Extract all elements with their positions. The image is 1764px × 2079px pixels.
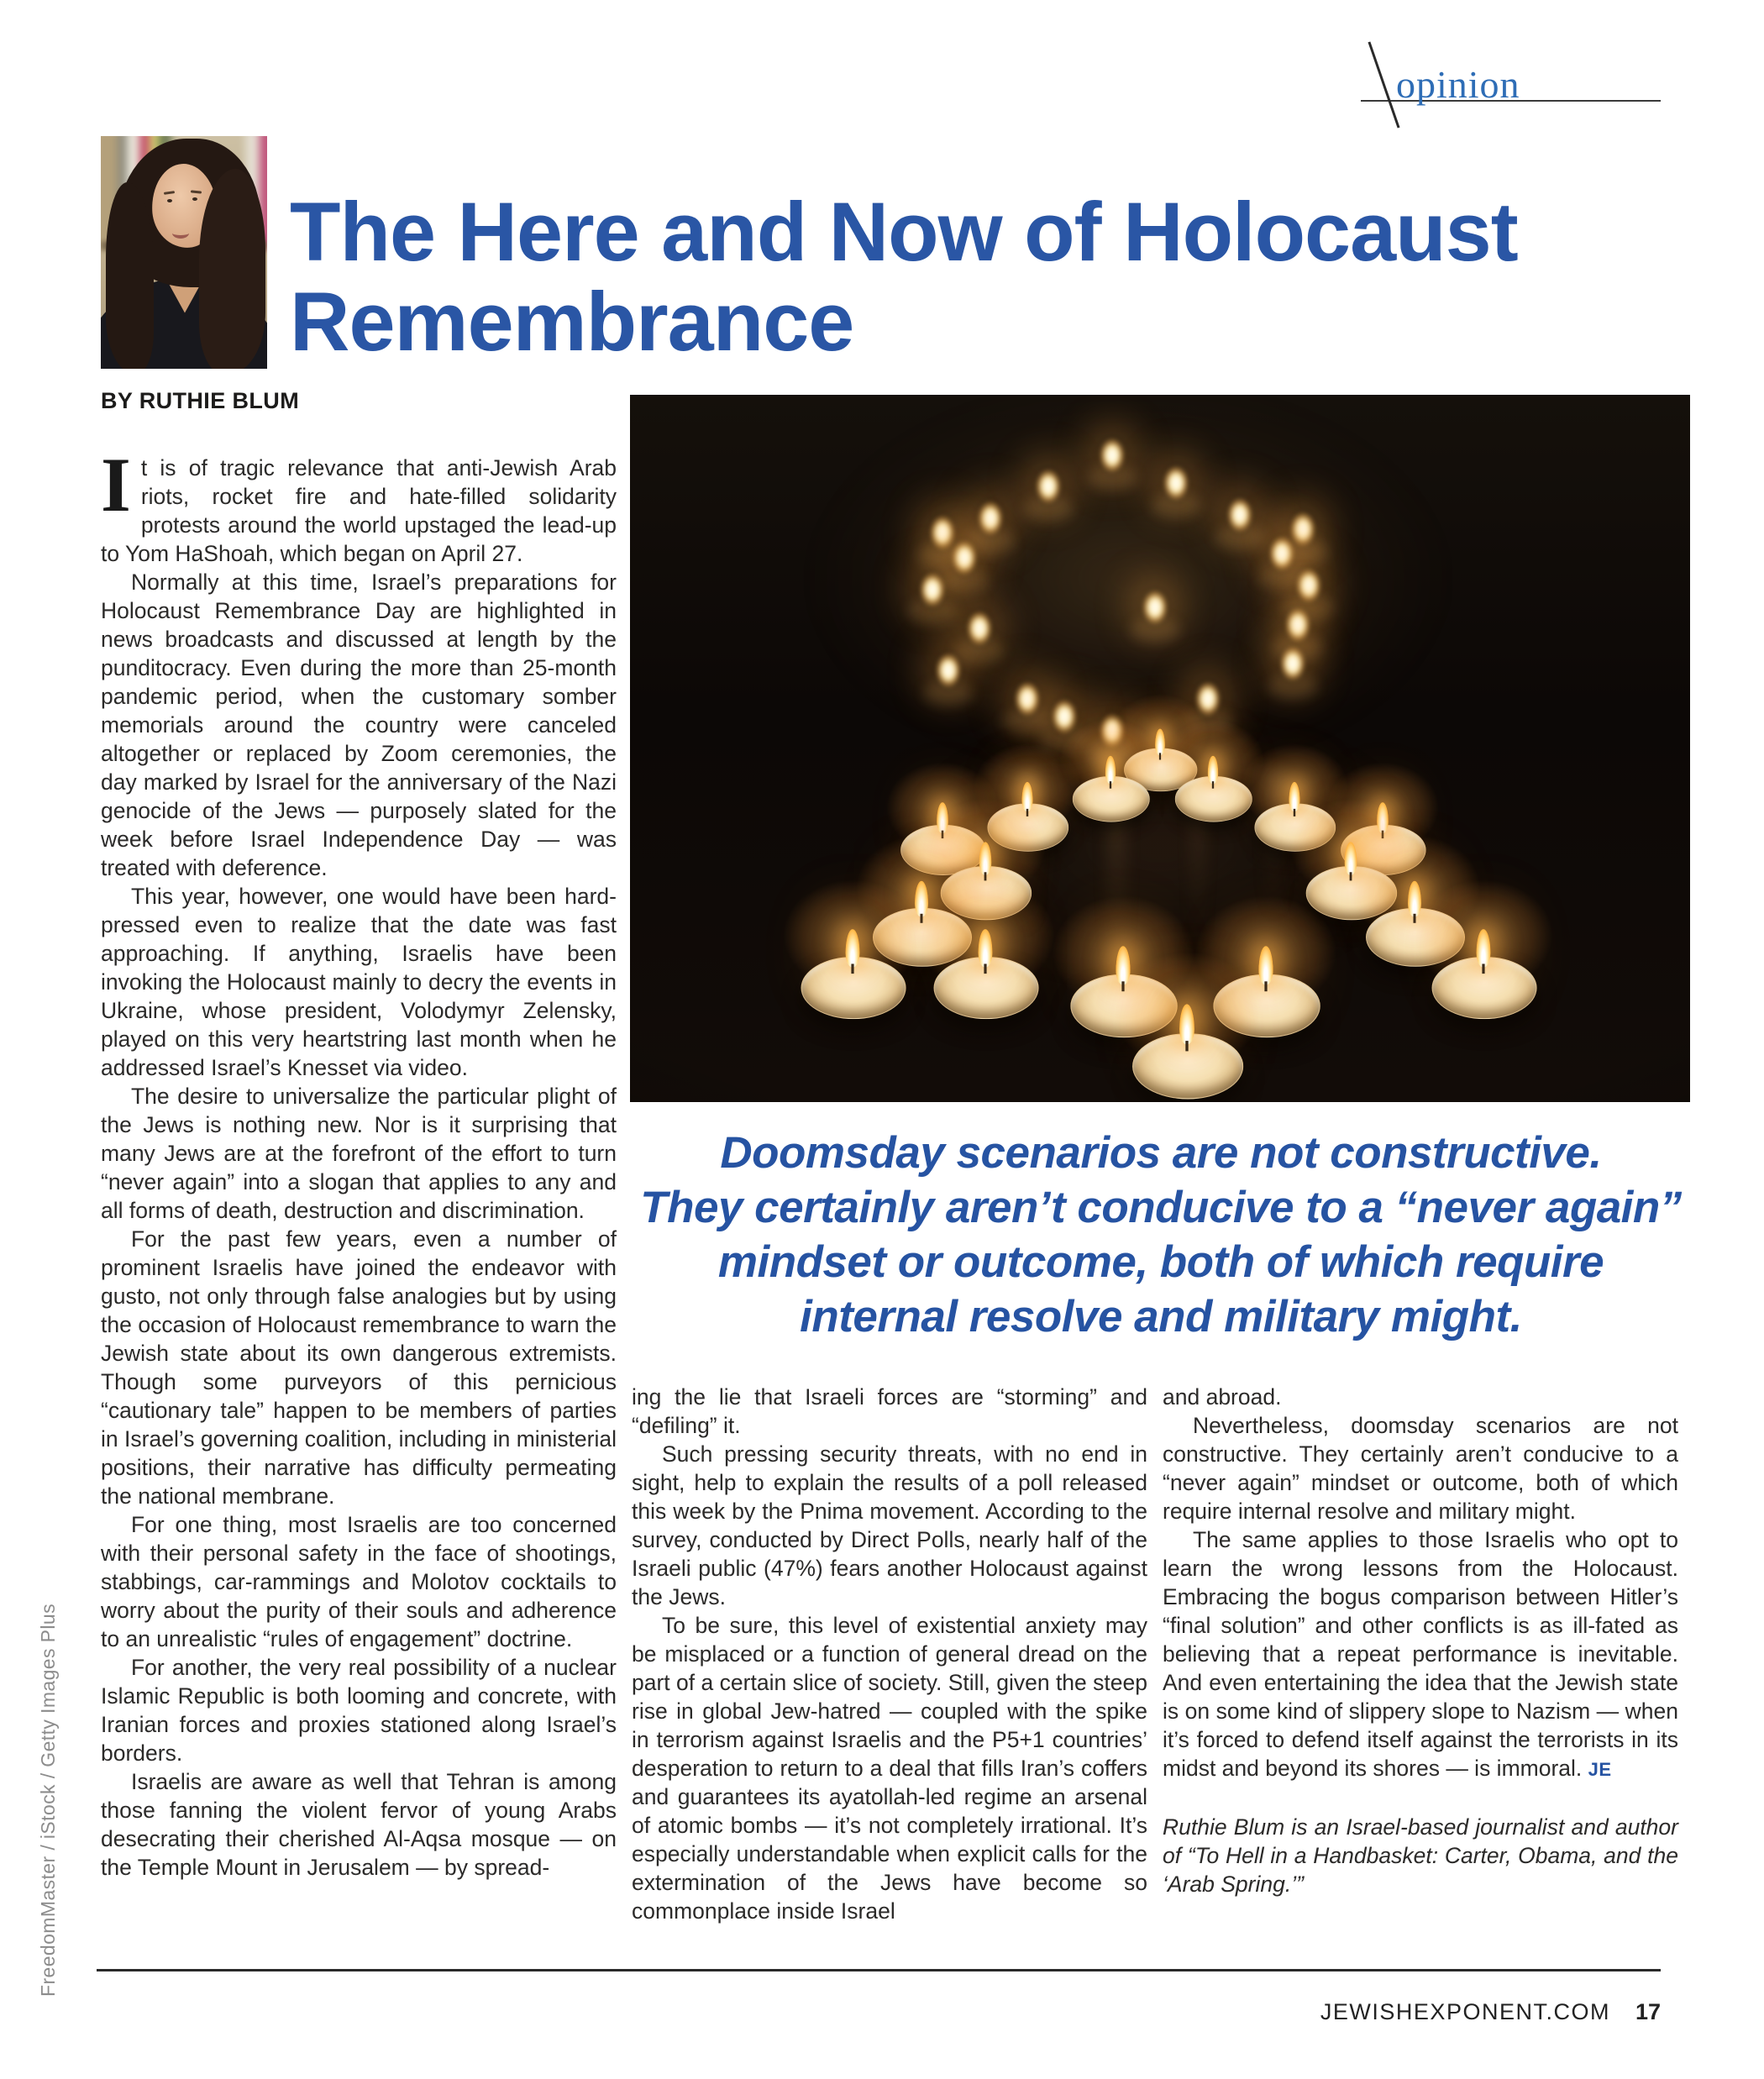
body-paragraph: For one thing, most Israelis are too concerned with their personal safety in the face of shootings, stabbings, car-rammings and Molotov cocktails to worry about the purity of their souls and adherence to an unrealistic “rules of engagement” doctrine. <box>101 1512 617 1651</box>
body-paragraph: Normally at this time, Israel’s preparations for Holocaust Remembrance Day are highlighted in news broadcasts and discussed at length by the punditocracy. Even during the more than 25-month pandemic period, when the customary somber memorials around the country were canceled altogether or replaced by Zoom ceremonies, the day marked by Israel for the anniversary of the Nazi genocide of the Jews — purposely slated for the week before Israel Independence Day — was treated with deference. <box>101 570 617 880</box>
body-paragraph: Israelis are aware as well that Tehran is among those fanning the violent fervor of young Arabs desecrating their cherished Al-Aqsa mosque — on the Temple Mount in Jerusalem — by spread- <box>101 1769 617 1880</box>
pull-quote-line: Doomsday scenarios are not constructive. <box>720 1128 1602 1178</box>
body-paragraph: The desire to universalize the particular plight of the Jews is nothing new. Nor is it surprising that many Jews are at the forefront of the effort to turn “never again” into a slogan that applies to any and all forms of death, destruction and discrimination. <box>101 1084 617 1223</box>
body-paragraph: For the past few years, even a number of prominent Israelis have joined the endeavor with gusto, not only through false analogies but by using the occasion of Holocaust remembrance to warn the Jewish state about its own dangerous extremists. Though some purveyors of this pernicious “cautionary tale” happen to be members of parties in Israel’s governing coalition, including in ministerial positions, their narrative has difficulty permeating the national membrane. <box>101 1226 617 1509</box>
byline: BY RUTHIE BLUM <box>101 388 300 413</box>
column-right <box>1163 1383 1678 1898</box>
pull-quote-line: mindset or outcome, both of which require <box>717 1237 1604 1287</box>
photo-credit: FreedomMaster / iStock / Getty Images Plus <box>37 1603 59 1997</box>
column-middle <box>632 1383 1147 1925</box>
footer-rule-line <box>97 1969 1661 1971</box>
section-label: opinion <box>1396 63 1520 106</box>
body-paragraph: Such pressing security threats, with no end in sight, help to explain the results of a poll released this week by the Pnima movement. According to the survey, conducted by Direct Polls, nearly half of the Israeli public (47%) fears another Holocaust against the Jews. <box>632 1441 1147 1609</box>
pull-quote-line: internal resolve and military might. <box>800 1292 1522 1341</box>
body-paragraph: The same applies to those Israelis who opt to learn the wrong lessons from the Holocaust. Embracing the bogus comparison between Hitler’s “final solution” and other conflicts is as ill-fated as believing that a repeat performance is inevitable. And even entertaining the idea that the Jewish state is on some kind of slippery slope to Nazism — when it’s forced to defend itself against the terrorists in its midst and beyond its shores — is immoral. JE <box>1163 1527 1678 1781</box>
pull-quote <box>632 1126 1690 1344</box>
section-slash-mark <box>1368 41 1400 128</box>
page-number: 17 <box>1635 1999 1661 2024</box>
lead-paragraph: It is of tragic relevance that anti-Jewish Arab riots, rocket fire and hate-filled solidarity protests around the world upstaged the lead-up to Yom HaShoah, which began on April 27. <box>101 442 617 566</box>
end-mark: JE <box>1588 1759 1612 1780</box>
body-paragraph: For another, the very real possibility of a nuclear Islamic Republic is both looming and concrete, with Iranian forces and proxies stationed along Israel’s borders. <box>101 1655 617 1766</box>
body-paragraph: This year, however, one would have been hard-pressed even to realize that the date was fast approaching. If anything, Israelis have been invoking the Holocaust mainly to decry the events in Ukraine, whose president, Volodymyr Zelensky, played on this very heartstring last month when he addressed Israel’s Knesset via video. <box>101 884 617 1080</box>
drop-cap: I <box>101 442 131 528</box>
body-paragraph: ing the lie that Israeli forces are “storming” and “defiling” it. <box>632 1384 1147 1438</box>
body-paragraph: Nevertheless, doomsday scenarios are not constructive. They certainly aren’t conducive to a “never again” mindset or outcome, both of which require internal resolve and military might. <box>1163 1413 1678 1524</box>
body-paragraph: and abroad. <box>1163 1384 1282 1410</box>
article-title: The Here and Now of Holocaust Remembrance <box>290 185 1518 368</box>
candle-photo <box>630 395 1690 1102</box>
pull-quote-line: They certainly aren’t conducive to a “never again” <box>640 1183 1682 1232</box>
author-headshot <box>101 136 267 369</box>
site-url: JEWISHEXPONENT.COM <box>1320 1999 1610 2024</box>
column-left <box>101 442 617 1882</box>
body-paragraph: To be sure, this level of existential anxiety may be misplaced or a function of general dread on the part of a certain slice of society. Still, given the steep rise in global Jew-hatred — coupled with the spike in terrorism against Israelis and the P5+1 countries’ desperation to return to a deal that fills Iran’s coffers and guarantees its ayatollah-led regime an arsenal of atomic bombs — it’s not completely irrational. It’s especially understandable when explicit calls for the extermination of the Jews have become so commonplace inside Israel <box>632 1613 1147 1924</box>
author-bio: Ruthie Blum is an Israel-based journalist and author of “To Hell in a Handbasket: Carter, Obama, and the ‘Arab Spring.’” <box>1163 1814 1678 1897</box>
